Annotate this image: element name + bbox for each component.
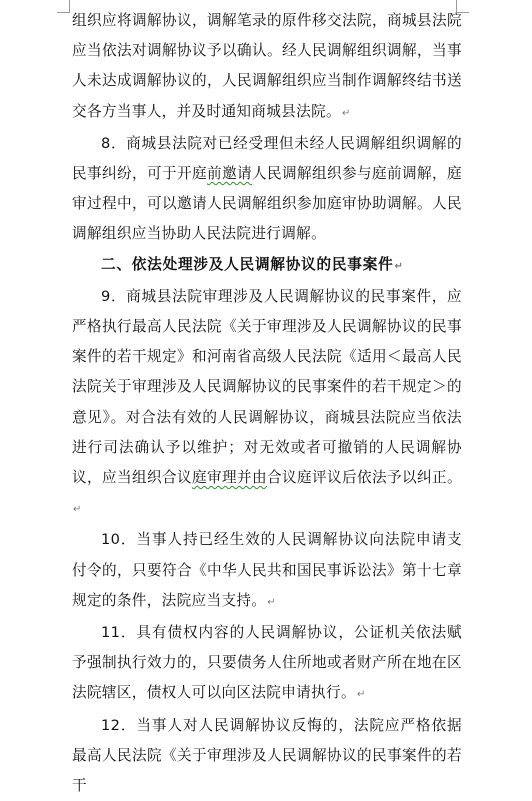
paragraph-text: 12．当事人对人民调解协议反悔的，法院应严格依据最高人民法院《关于审理涉及人民调解协议的民事案件的若干 <box>72 716 462 795</box>
paragraph-mark-icon: ↵ <box>342 107 351 119</box>
paragraph-text: 11．具有债权内容的人民调解协议，公证机关依法赋予强制执行效力的，只要债务人住所地或者财产所在地在区法院辖区，债权人可以向区法院申请执行。 <box>72 624 462 702</box>
paragraph-text: 9．商城县法院审理涉及人民调解协议的民事案件，应严格执行最高人民法院《关于审理涉及人民调解协议的民事案件的若干规定》和河南省高级人民法院《适用＜最高人民法院关于审理涉及人民调解协议的民事案件的若干规定＞的意见》。对合法有效的人民调解协议，商城县法院应当依法进行司法确认予以维护；对无效或者可撤销的人民调解协议，应当组织合议 <box>72 287 462 487</box>
top-left-margin-mark <box>57 0 70 13</box>
section-heading-2[interactable] <box>72 250 462 282</box>
spell-check-underlined-text: 庭审理并由 <box>192 469 268 487</box>
paragraph-text: 人民调解组织参与庭前调解，庭审过程中，可以邀请人民调解组织参加庭审协助调解。人民调解组织应当协助人民法院进行调解。 <box>72 165 462 243</box>
spell-check-underlined-text: 前邀请 <box>207 165 253 183</box>
paragraph-mark-icon: ↵ <box>267 596 276 608</box>
paragraph-8[interactable] <box>72 129 462 250</box>
document-body[interactable] <box>72 6 462 801</box>
paragraph-text: 8．商城县法院对已经受理但未经人民调解组织调解的民事纠纷，可于开庭 <box>72 134 462 183</box>
paragraph-mark-icon: ↵ <box>356 689 366 701</box>
paragraph-mark-icon: ↵ <box>73 504 82 516</box>
paragraph-text: 10．当事人持已经生效的人民调解协议向法院申请支付令的，只要符合《中华人民共和国民事诉讼法》第十七章规定的条件，法院应当支持。 <box>72 531 462 609</box>
paragraph-text: 组织应将调解协议，调解笔录的原件移交法院，商城县法院应当依法对调解协议予以确认。经人民调解组织调解，当事人未达成调解协议的，人民调解组织应当制作调解终结书送交各方当事人，并及时通知商城县法院。 <box>72 12 462 120</box>
paragraph-7-continuation[interactable] <box>72 6 462 129</box>
paragraph-text: 合议庭评议后依法予以纠正。 <box>267 469 462 487</box>
paragraph-mark-icon: ↵ <box>394 260 403 272</box>
paragraph-9[interactable] <box>72 282 462 526</box>
paragraph-10[interactable] <box>72 525 462 618</box>
paragraph-12[interactable] <box>72 711 462 801</box>
paragraph-11[interactable] <box>72 618 462 711</box>
heading-text: 二、依法处理涉及人民调解协议的民事案件 <box>101 255 394 273</box>
